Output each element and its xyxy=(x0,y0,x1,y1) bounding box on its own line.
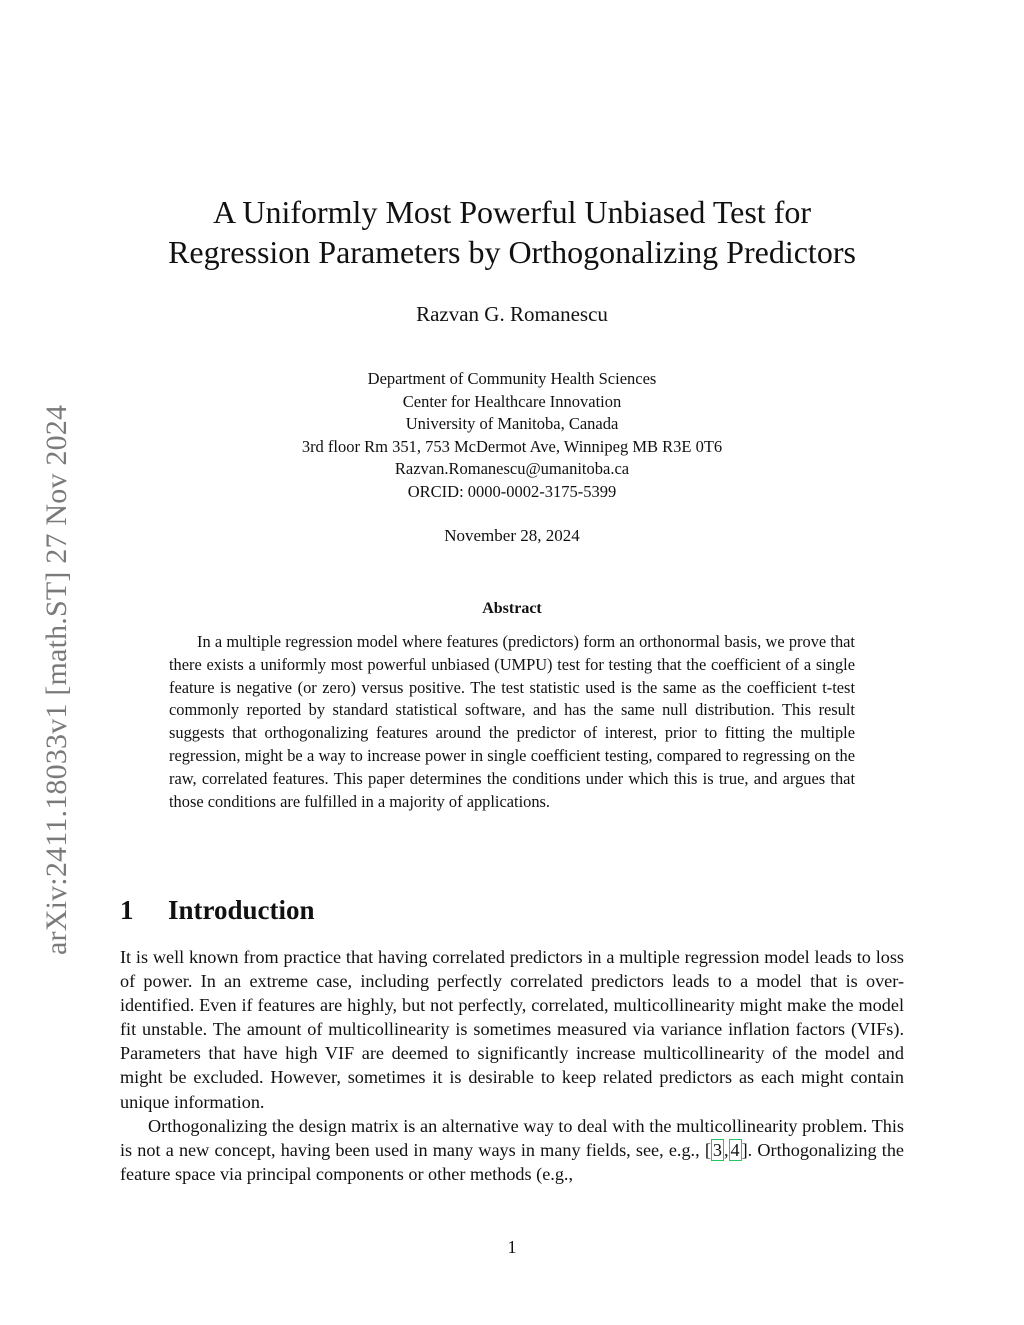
author-orcid: ORCID: 0000-0002-3175-5399 xyxy=(407,481,617,501)
section-heading-introduction xyxy=(120,893,904,927)
intro-paragraph-2-text-after: ]. Orthogonalizing the feature space via principal components or other methods (e.g., xyxy=(120,1139,905,1184)
author-name: Razvan G. Romanescu xyxy=(416,302,608,326)
title-line-2: Regression Parameters by Orthogonalizing Predictors xyxy=(168,234,856,270)
intro-paragraph-2 xyxy=(120,1114,904,1186)
abstract-text: In a multiple regression model where features (predictors) form an orthonormal basis, we prove that there exists a uniformly most powerful unbiased (UMPU) test for testing that the coefficient of a single feature is negative (or zero) versus positive. The test statistic used is the same as the coefficient t-test commonly reported by standard statistical software, and has the same null distribution. This result suggests that orthogonalizing features around the predictor of interest, prior to fitting the multiple regression, might be a way to increase power in single coefficient testing, compared to regressing on the raw, correlated features. This paper determines the conditions under which this is true, and argues that those conditions are fulfilled in a majority of applications. xyxy=(169,632,855,811)
affiliation-center: Center for Healthcare Innovation xyxy=(402,391,622,411)
author-email: Razvan.Romanescu@umanitoba.ca xyxy=(394,459,630,479)
affiliation-university: University of Manitoba, Canada xyxy=(405,414,619,434)
intro-paragraph-1: It is well known from practice that having correlated predictors in a multiple regression model leads to loss of power. In an extreme case, including perfectly correlated predictors leads to a model that is over-identified. Even if features are highly, but not perfectly, correlated, multicollinearity might make the model fit unstable. The amount of multicollinearity is sometimes measured via variance inflation factors (VIFs). Parameters that have high VIF are deemed to significantly increase multicollinearity of the model and might be excluded. However, sometimes it is desirable to keep related predictors as each might contain unique information. xyxy=(120,947,904,1112)
author-affiliation xyxy=(120,368,904,504)
title-line-1: A Uniformly Most Powerful Unbiased Test for xyxy=(213,194,811,230)
paper-title xyxy=(120,192,904,272)
page-number: 1 xyxy=(507,1237,517,1257)
arxiv-identifier-stamp: arXiv:2411.18033v1 [math.ST] 27 Nov 2024 xyxy=(40,404,73,955)
publication-date: November 28, 2024 xyxy=(444,526,580,545)
introduction-body xyxy=(120,945,904,1186)
affiliation-department: Department of Community Health Sciences xyxy=(367,369,657,388)
section-title: Introduction xyxy=(168,895,315,925)
section-number: 1 xyxy=(120,895,134,925)
affiliation-address: 3rd floor Rm 351, 753 McDermot Ave, Winnipeg MB R3E 0T6 xyxy=(301,436,723,456)
intro-paragraph-2-text-before: Orthogonalizing the design matrix is an alternative way to deal with the multicollinearity problem. This is not a new concept, having been used in many ways in many fields, see, e.g., [ xyxy=(120,1115,904,1160)
citation-link-4[interactable]: 4 xyxy=(730,1139,740,1160)
citation-link-3[interactable]: 3 xyxy=(712,1139,722,1160)
abstract-heading: Abstract xyxy=(482,600,542,617)
citation-separator: , xyxy=(723,1139,729,1160)
